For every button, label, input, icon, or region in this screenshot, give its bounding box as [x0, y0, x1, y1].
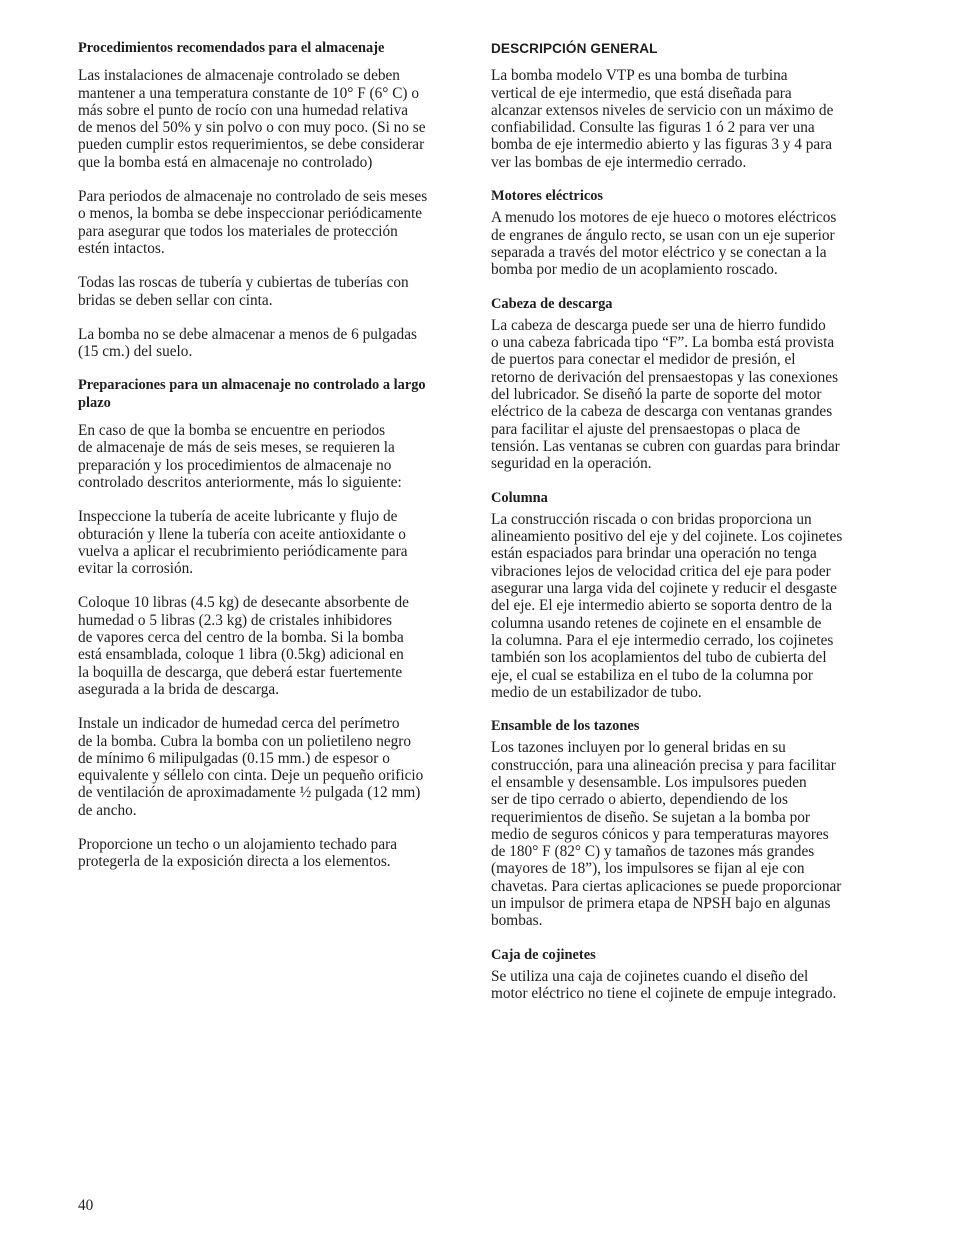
column-paragraph: La construcción riscada o con bridas proporciona un alineamiento positivo del eje y del cojinete. Los cojinetes están espaciados para brindar una operación no tenga vibraciones lejos de velocidad critica del eje para poder asegurar una larga vida del cojinete y reducir el desgaste del eje. El eje intermedio abierto se soporta dentro de la columna usando retenes de cojinete en el ensamble de la columna. Para el eje intermedio cerrado, los cojinetes también son los acoplamientos del tubo de cubierta del eje, el cual se estabiliza en el tubo de la columna por medio de un estabilizador de tubo.	[491, 510, 843, 701]
thread-sealing-paragraph: Todas las roscas de tubería y cubiertas de tuberías con bridas se deben sellar con cinta.	[78, 274, 409, 309]
long-term-storage-heading: Preparaciones para un almacenaje no controlado a largo plazo	[78, 377, 426, 411]
bowl-assembly-paragraph: Los tazones incluyen por lo general bridas en su construcción, para una alineación precisa y para facilitar el ensamble y desensamble. Los impulsores pueden ser de tipo cerrado o abierto, dependiendo de los requerimientos de diseño. Se sujetan a la bomba por medio de seguros cónicos y para temperaturas mayores de 180° F (82° C) y tamaños de tazones más grandes (mayores de 18”), los impulsores se fijan al eje con chavetas. Para ciertas aplicaciones se puede proporcionar un impulsor de primera etapa de NPSH bajo en algunas bombas.	[491, 739, 842, 930]
right-column	[491, 40, 877, 1003]
lube-inspection-paragraph: Inspeccione la tubería de aceite lubricante y flujo de obturación y llene la tubería con aceite antioxidante o vuelva a aplicar el recubrimiento periódicamente para evitar la corrosión.	[78, 508, 408, 578]
humidity-indicator-paragraph: Instale un indicador de humedad cerca del perímetro de la bomba. Cubra la bomba con un polietileno negro de mínimo 6 milipulgadas (0.15 mm.) de espesor o equivalente y séllelo con cinta. Deje un pequeño orificio de ventilación de aproximadamente ½ pulgada (12 mm) de ancho.	[78, 715, 424, 819]
column-heading: Columna	[491, 489, 548, 506]
uncontrolled-storage-paragraph: Para periodos de almacenaje no controlado de seis meses o menos, la bomba se debe inspeccionar periódicamente para asegurar que todos los materiales de protección estén intactos.	[78, 188, 428, 257]
floor-clearance-paragraph: La bomba no se debe almacenar a menos de 6 pulgadas (15 cm.) del suelo.	[78, 325, 417, 361]
discharge-head-heading: Cabeza de descarga	[491, 295, 613, 312]
bearing-housing-paragraph: Se utiliza una caja de cojinetes cuando el diseño del motor eléctrico no tiene el cojinete de empuje integrado.	[491, 967, 837, 1003]
long-term-intro-paragraph: En caso de que la bomba se encuentre en periodos de almacenaje de más de seis meses, se requieren la preparación y los procedimientos de almacenaje no controlado descritos anteriormente, más lo siguiente:	[78, 422, 402, 491]
discharge-head-paragraph: La cabeza de descarga puede ser una de hierro fundido o una cabeza fabricada tipo “F”. La bomba está provista de puertos para conectar el medidor de presión, el retorno de derivación del prensaestopas y las conexiones del lubricador. Se diseñó la parte de soporte del motor eléctrico de la cabeza de descarga con ventanas grandes para facilitar el ajuste del prensaestopas o placa de tensión. Las ventanas se cubren con guardas para brindar seguridad en la operación.	[491, 316, 840, 473]
electric-motors-paragraph: A menudo los motores de eje hueco o motores eléctricos de engranes de ángulo recto, se usan con un eje superior separada a través del motor eléctrico y se conectan a la bomba por medio de un acoplamiento roscado.	[491, 209, 837, 279]
roof-shelter-paragraph: Proporcione un techo o un alojamiento techado para protegerla de la exposición directa a los elementos.	[78, 835, 398, 871]
controlled-storage-paragraph: Las instalaciones de almacenaje controlado se deben mantener a una temperatura constante de 10° F (6° C) o más sobre el punto de rocío con una humedad relativa de menos del 50% y sin polvo o con muy poco. (Si no se pueden cumplir estos requerimientos, se debe considerar que la bomba está en almacenaje no controlado)	[78, 67, 426, 171]
storage-procedures-heading: Procedimientos recomendados para el almacenaje	[78, 40, 385, 56]
electric-motors-heading: Motores eléctricos	[491, 188, 603, 205]
general-description-title: DESCRIPCIÓN GENERAL	[491, 41, 658, 56]
general-description-paragraph: La bomba modelo VTP es una bomba de turbina vertical de eje intermedio, que está diseñada para alcanzar extensos niveles de servicio con un máximo de confiabilidad. Consulte las figuras 1 ó 2 para ver una bomba de eje intermedio abierto y las figuras 3 y 4 para ver las bombas de eje intermedio cerrado.	[491, 67, 834, 171]
left-column	[78, 40, 462, 871]
bowl-assembly-heading: Ensamble de los tazones	[491, 718, 640, 735]
page-number: 40	[78, 1197, 94, 1214]
desiccant-paragraph: Coloque 10 libras (4.5 kg) de desecante absorbente de humedad o 5 libras (2.3 kg) de cristales inhibidores de vapores cerca del centro de la bomba. Si la bomba está ensamblada, coloque 1 libra (0.5kg) adicional en la boquilla de descarga, que deberá estar fuertemente asegurada a la brida de descarga.	[78, 594, 409, 698]
bearing-housing-heading: Caja de cojinetes	[491, 946, 596, 963]
